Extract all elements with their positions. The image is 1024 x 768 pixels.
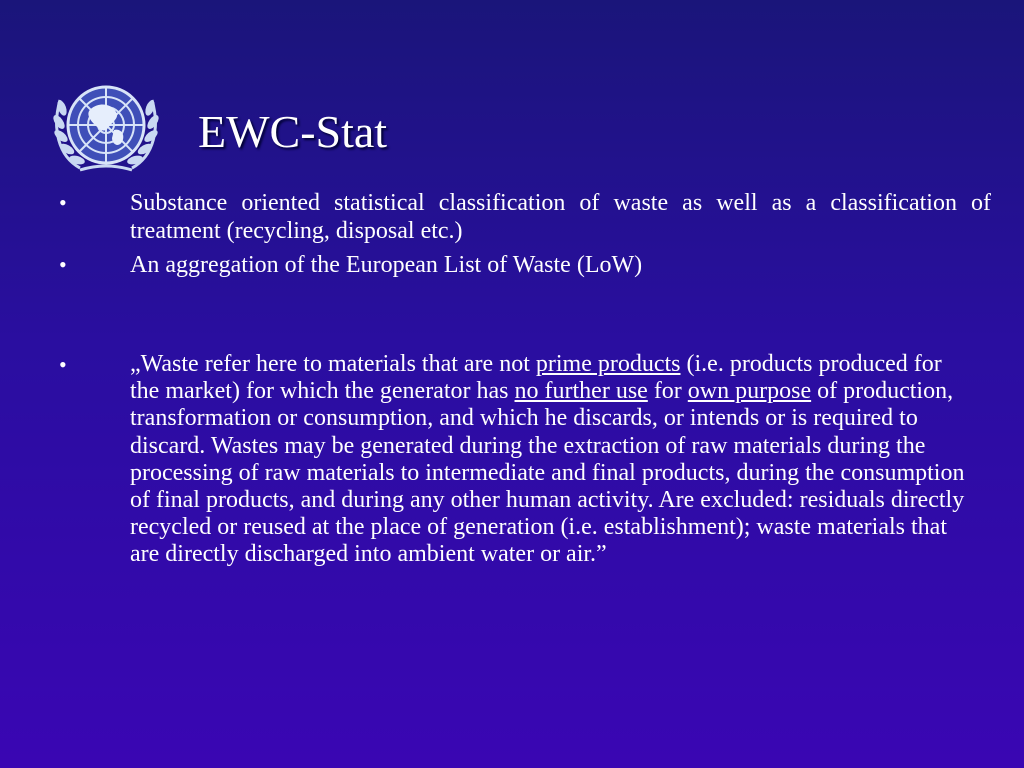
underlined-term-no-further-use: no further use [514, 378, 648, 405]
underlined-term-prime-products: prime products [535, 351, 681, 377]
bullet-symbol: • [59, 252, 67, 277]
bullet-text-segment: of production, transformation or consumption, and which he discards, or intends or is required to discard. Wastes may be generated during the extraction of raw materials during the processing of raw materials to intermediate and final products, during the consumption of final products, and during any other human activity. Are excluded: residuals directly recycled or reused at the place of generation (i.e. establishment); waste materials that are directly discharged into ambient water or air.” [130, 378, 965, 568]
slide-title: EWC-Stat [198, 106, 388, 157]
bullet-text: An aggregation of the European List of Waste (LoW) [130, 252, 643, 278]
un-emblem-icon [50, 78, 162, 176]
bullet-item [0, 189, 1024, 245]
bullet-symbol: • [59, 352, 67, 377]
bullet-text-segment: (i.e. products produced for the market) for which the generator has [130, 351, 942, 405]
bullet-item [0, 351, 1024, 569]
underlined-term-own-purpose: own purpose [687, 378, 812, 405]
bullet-list [0, 189, 1024, 569]
bullet-item [0, 251, 1024, 279]
bullet-text: Substance oriented statistical classification of waste as well as a classification of treatment (recycling, disposal etc.) [130, 190, 991, 244]
bullet-text-segment: for [647, 378, 688, 405]
bullet-symbol: • [59, 190, 67, 215]
bullet-text-segment: „Waste refer here to materials that are not [130, 351, 536, 377]
